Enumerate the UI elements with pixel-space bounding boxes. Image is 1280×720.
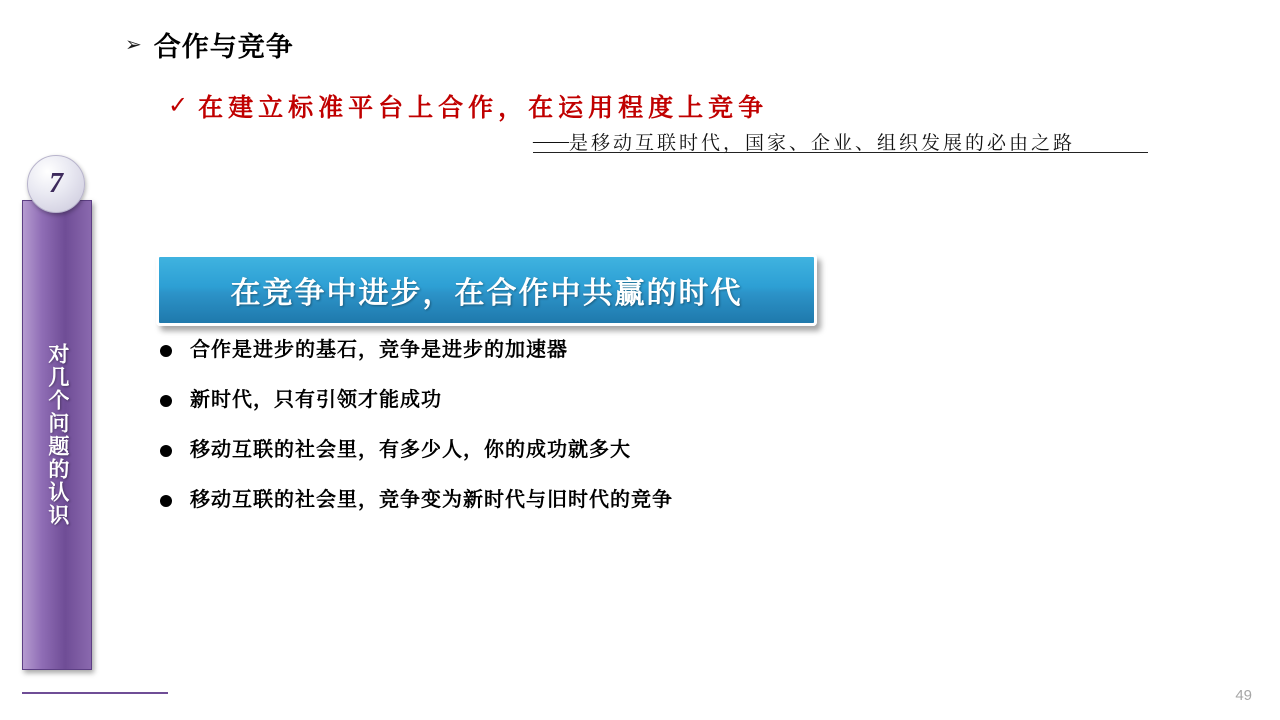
section-number-badge [27, 155, 85, 213]
check-mark-icon: ✓ [168, 92, 189, 119]
bullet-list [160, 338, 860, 538]
bullet-dot-icon [160, 395, 172, 407]
slide-title [125, 25, 294, 64]
list-item [160, 338, 860, 362]
list-item-label: 合作是进步的基石，竞争是进步的加速器 [190, 339, 568, 361]
highlight-banner-text: 在竞争中进步，在合作中共赢的时代 [230, 277, 743, 310]
list-item-label: 移动互联的社会里，有多少人，你的成功就多大 [190, 439, 631, 461]
section-rail [22, 200, 92, 670]
list-item [160, 488, 860, 512]
slide-subtitle-text: 在建立标准平台上合作，在运用程度上竞争 [198, 94, 769, 122]
slide-title-text: 合作与竞争 [153, 32, 294, 62]
section-number-text: 7 [49, 168, 63, 199]
slide-subtitle [168, 88, 768, 124]
bullet-dot-icon [160, 495, 172, 507]
highlight-banner [156, 254, 817, 326]
list-item [160, 388, 860, 412]
slide-note-text: 是移动互联时代，国家、企业、组织发展的必由之路 [569, 133, 1076, 154]
bottom-divider [22, 692, 168, 694]
bullet-dot-icon [160, 345, 172, 357]
bullet-dot-icon [160, 445, 172, 457]
em-dash-icon: —— [533, 130, 567, 152]
list-item [160, 438, 860, 462]
page-number: 49 [1235, 687, 1252, 704]
note-underline [533, 152, 1148, 153]
list-item-label: 移动互联的社会里，竞争变为新时代与旧时代的竞争 [190, 489, 673, 511]
slide-note [533, 128, 1075, 155]
section-rail-label: 对几个问题的认识 [45, 343, 69, 527]
list-item-label: 新时代，只有引领才能成功 [190, 389, 442, 411]
arrow-bullet-icon: ➢ [125, 33, 142, 56]
